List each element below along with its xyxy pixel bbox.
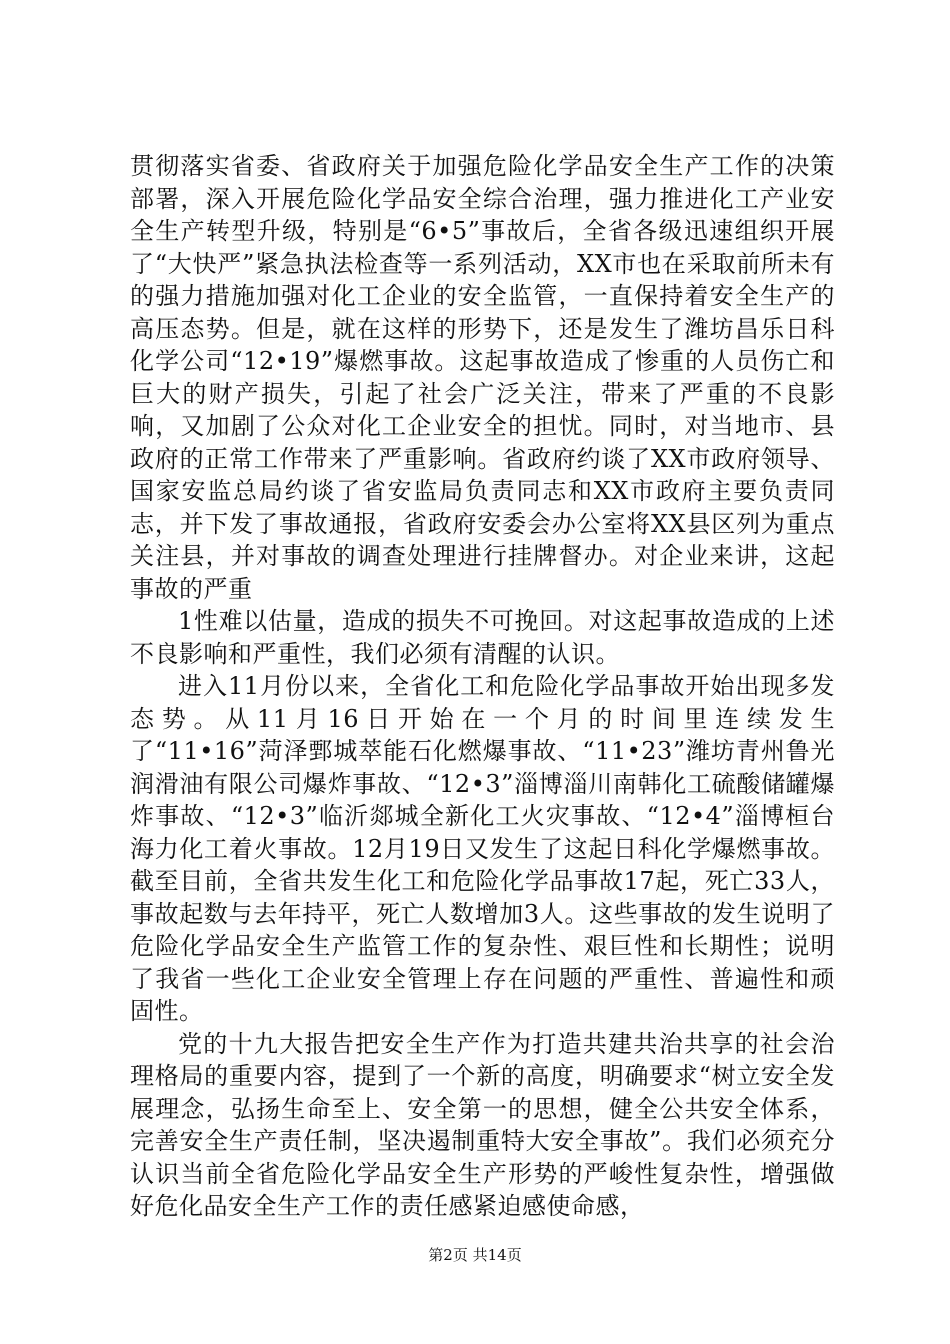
page-footer: 第2页 共14页 [428,1246,522,1264]
document-body [130,150,835,1223]
paragraph-1: 贯彻落实省委、省政府关于加强危险化学品安全生产工作的决策部署，深入开展危险化学品安全综合治理，强力推进化工产业安全生产转型升级，特别是“6•5”事故后，全省各级迅速组织开展了“大快严”紧急执法检查等一系列活动，XX市也在采取前所未有的强力措施加强对化工企业的安全监管，一直保持着安全生产的高压态势。但是，就在这样的形势下，还是发生了潍坊昌乐日科化学公司“12•19”爆燃事故。这起事故造成了惨重的人员伤亡和巨大的财产损失，引起了社会广泛关注，带来了严重的不良影响，又加剧了公众对化工企业安全的担忧。同时，对当地市、县政府的正常工作带来了严重影响。省政府约谈了XX市政府领导、国家安监总局约谈了省安监局负责同志和XX市政府主要负责同志，并下发了事故通报，省政府安委会办公室将XX县区列为重点关注县，并对事故的调查处理进行挂牌督办。对企业来讲，这起事故的严重 [130,152,835,603]
paragraph-4: 党的十九大报告把安全生产作为打造共建共治共享的社会治理格局的重要内容，提到了一个新的高度，明确要求“树立安全发展理念，弘扬生命至上、安全第一的思想，健全公共安全体系，完善安全生产责任制，坚决遏制重特大安全事故”。我们必须充分认识当前全省危险化学品安全生产形势的严峻性复杂性，增强做好危化品安全生产工作的责任感紧迫感使命感， [130,1029,835,1220]
paragraph-2: 1性难以估量，造成的损失不可挽回。对这起事故造成的上述不良影响和严重性，我们必须有清醒的认识。 [130,607,835,668]
paragraph-3: 进入11月份以来，全省化工和危险化学品事故开始出现多发态势。从11月16日开始在一个月的时间里连续发生了“11•16”菏泽鄄城萃能石化燃爆事故、“11•23”潍坊青州鲁光润滑油有限公司爆炸事故、“12•3”淄博淄川南韩化工硫酸储罐爆炸事故、“12•3”临沂郯城全新化工火灾事故、“12•4”淄博桓台海力化工着火事故。12月19日又发生了这起日科化学爆燃事故。截至目前，全省共发生化工和危险化学品事故17起，死亡33人，事故起数与去年持平，死亡人数增加3人。这些事故的发生说明了危险化学品安全生产监管工作的复杂性、艰巨性和长期性；说明了我省一些化工企业安全管理上存在问题的严重性、普遍性和顽固性。 [130,672,835,1025]
